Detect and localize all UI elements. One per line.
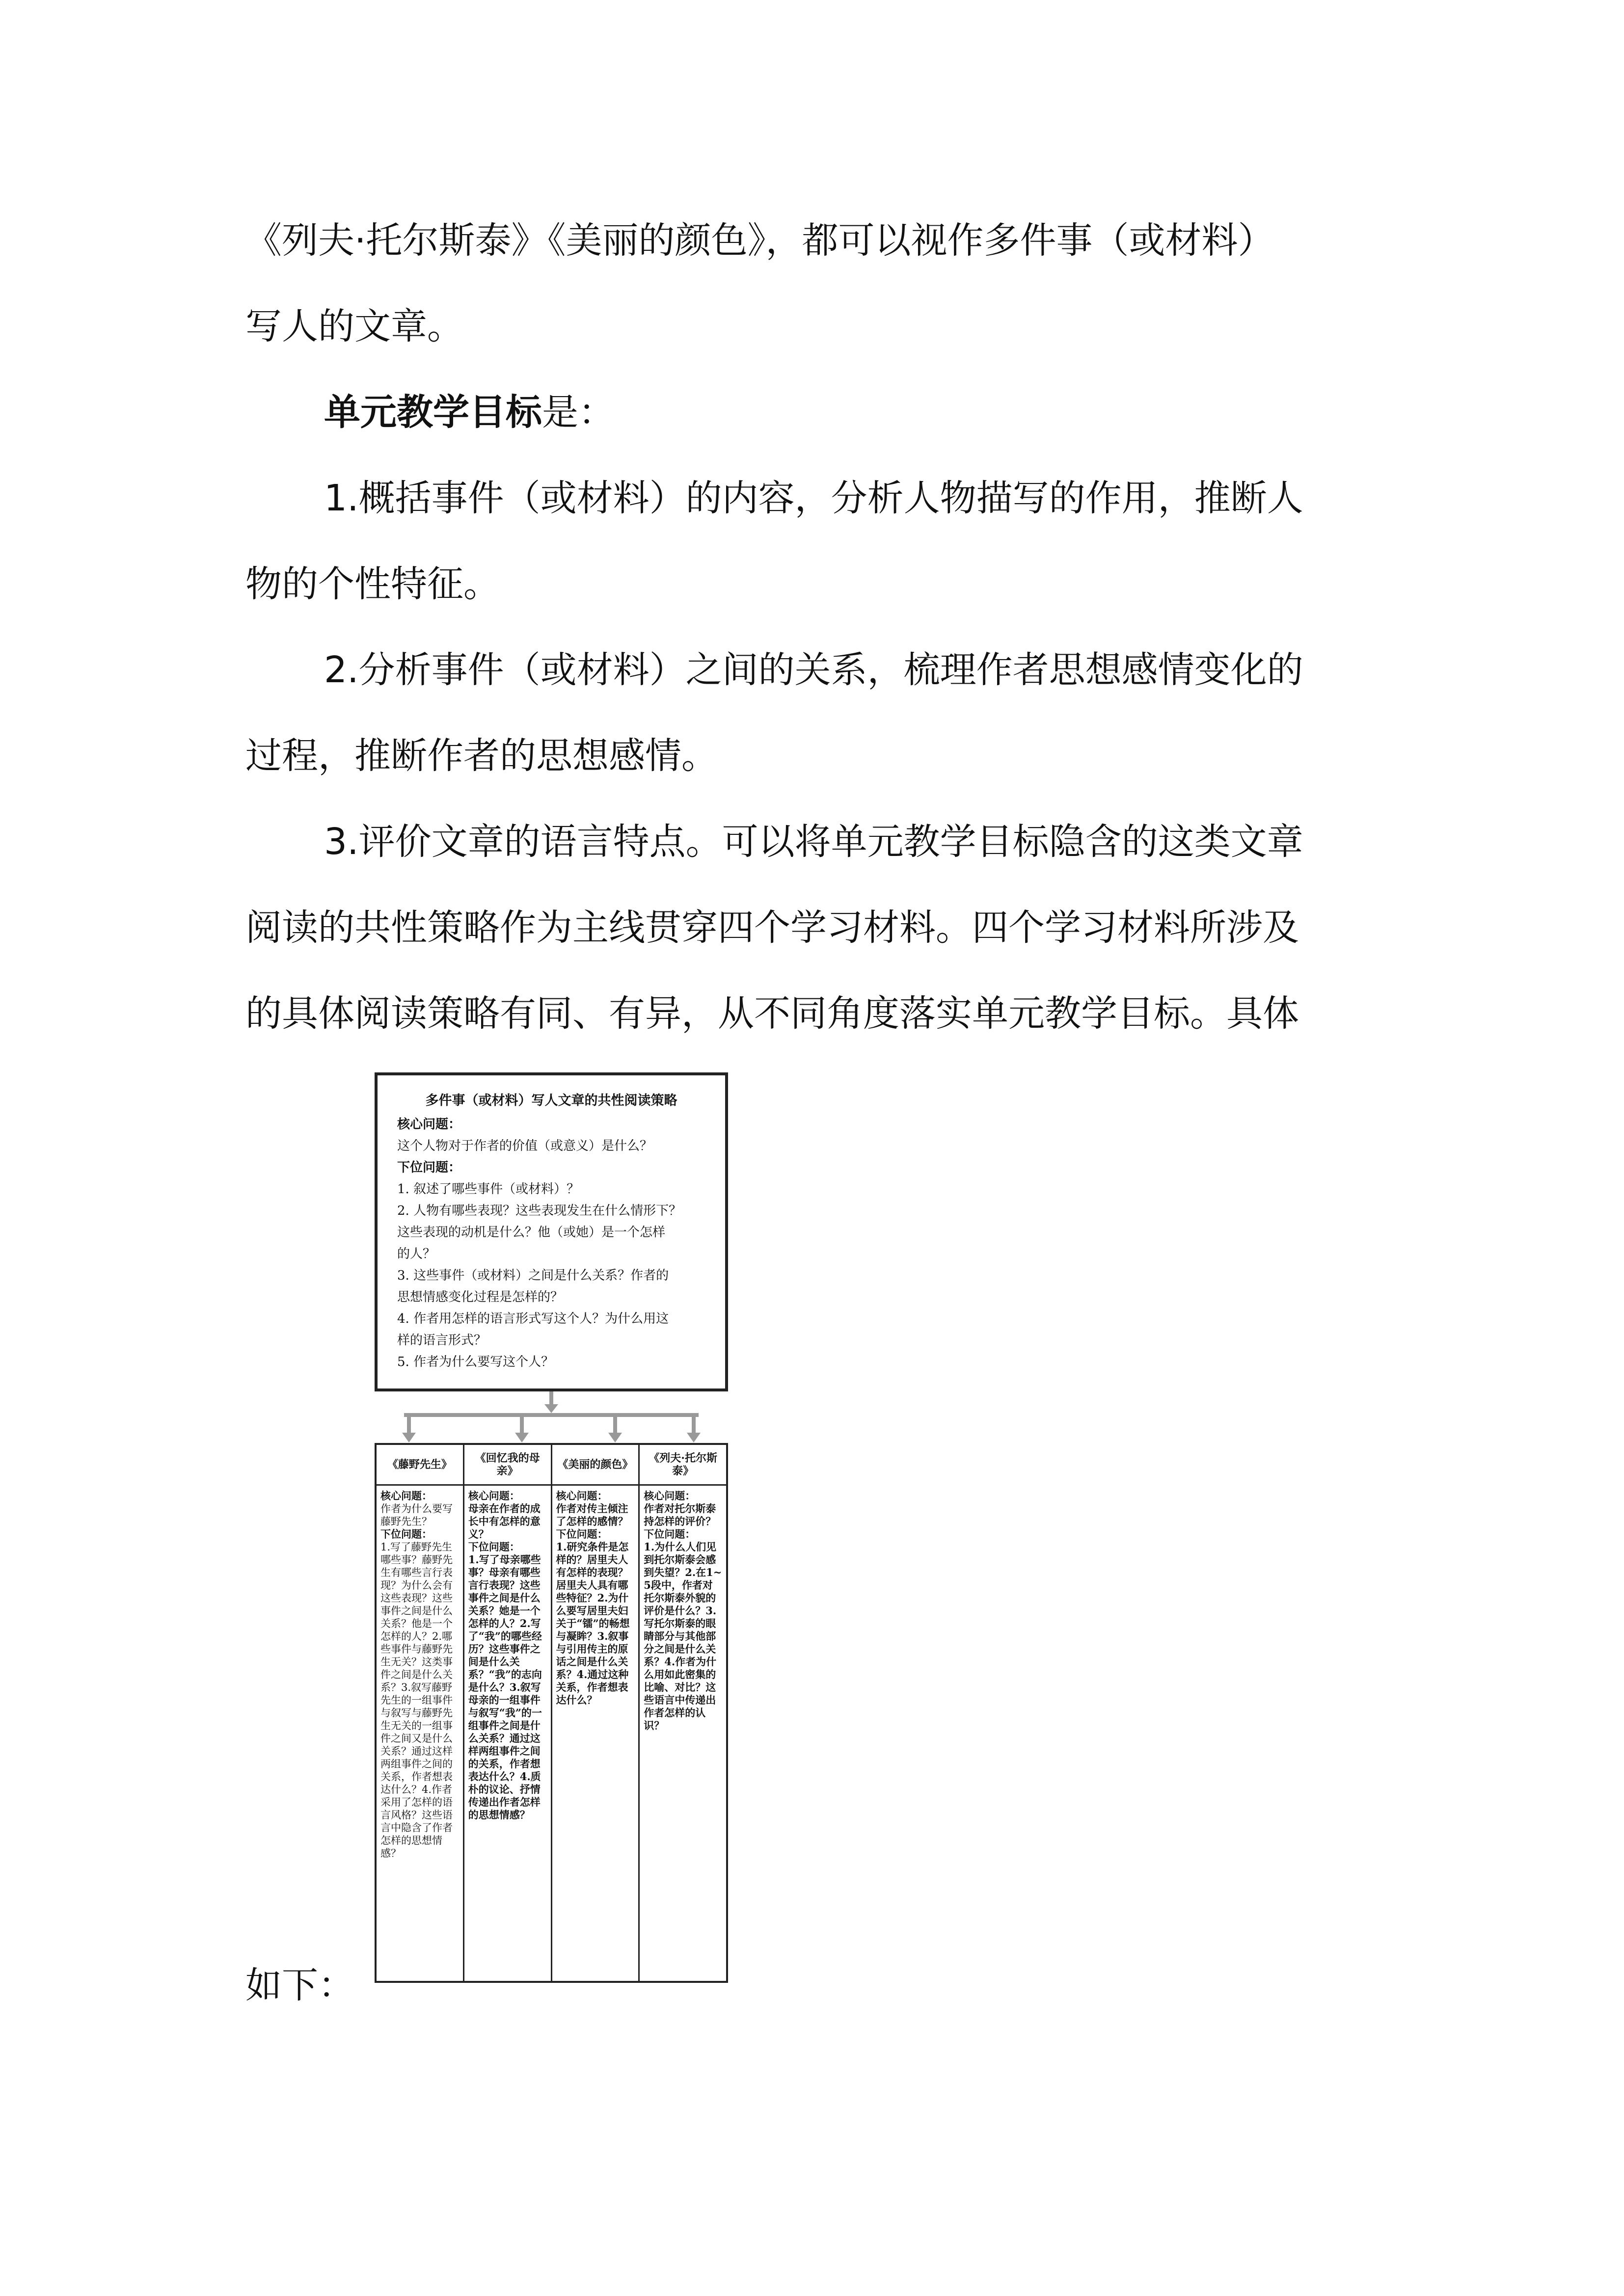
branch-stem-3 (613, 1417, 617, 1434)
material-sub-text: 1.研究条件是怎样的？居里夫人有怎样的表现？居里夫人具有哪些特征？2.为什么要写居里夫妇关于“镭”的畅想与凝眸？3.叙事与引用传主的原话之间是什么关系？4.通过这种关系，作者想表达什么？ (556, 1541, 630, 1706)
material-title: 《美丽的颜色》 (552, 1445, 639, 1486)
figure-caption: 如下： (245, 1964, 354, 2006)
strategy-sub-line: 5. 作者为什么要写这个人？ (397, 1355, 554, 1369)
strategy-sub-line: 2. 人物有哪些表现？这些表现发生在什么情形下？ (397, 1203, 682, 1218)
material-column (464, 1445, 552, 1981)
strategy-sub-line: 这些表现的动机是什么？他（或她）是一个怎样 (397, 1225, 666, 1240)
material-core-text: 母亲在作者的成长中有怎样的意义？ (468, 1502, 541, 1540)
branch-arrow-4 (687, 1433, 701, 1442)
material-core-label: 核心问题： (556, 1490, 608, 1502)
goal-line-1: 1.概括事件（或材料）的内容，分析人物描写的作用，推断人 (324, 477, 1303, 519)
goal-heading: 单元教学目标 (324, 391, 542, 433)
strategy-sub-line: 思想情感变化过程是怎样的？ (397, 1290, 564, 1305)
goal-line-6: 阅读的共性策略作为主线贯穿四个学习材料。四个学习材料所涉及 (245, 907, 1299, 949)
strategy-box (375, 1072, 728, 1391)
strategy-sub-label: 下位问题： (397, 1160, 461, 1175)
strategy-sub-line: 3. 这些事件（或材料）之间是什么关系？作者的 (397, 1268, 669, 1283)
material-sub-text: 1.为什么人们见到托尔斯泰会感到失望？2.在1~5段中，作者对托尔斯泰外貌的评价是什么？3.写托尔斯泰的眼睛部分与其他部分之间是什么关系？4.作者为什么用如此密集的比喻、对比？这些语言中传递出作者怎样的认识？ (644, 1541, 722, 1732)
material-title: 《回忆我的母亲》 (464, 1445, 551, 1486)
goal-line-4: 过程，推断作者的思想感情。 (245, 735, 718, 777)
material-title: 《藤野先生》 (377, 1445, 463, 1486)
strategy-sub-line: 的人？ (397, 1247, 436, 1261)
strategy-core-label: 核心问题： (397, 1117, 461, 1132)
goal-line-7: 的具体阅读策略有同、有异，从不同角度落实单元教学目标。具体 (245, 992, 1299, 1035)
material-core-text: 作者对托尔斯泰持怎样的评价？ (644, 1502, 716, 1527)
branch-arrow-3 (608, 1433, 622, 1442)
material-sub-label: 下位问题： (468, 1541, 520, 1553)
material-core-label: 核心问题： (380, 1490, 432, 1502)
connector-arrows (375, 1391, 728, 1445)
strategy-core-text: 这个人物对于作者的价值（或意义）是什么？ (397, 1139, 653, 1153)
main-arrow-head (544, 1404, 558, 1413)
goal-line-2: 物的个性特征。 (245, 563, 500, 605)
strategy-sub-line: 样的语言形式？ (397, 1333, 487, 1348)
branch-stem-2 (520, 1417, 524, 1434)
branch-bar (404, 1413, 699, 1417)
material-core-label: 核心问题： (468, 1490, 520, 1502)
branch-arrow-1 (402, 1433, 416, 1442)
materials-grid (375, 1443, 728, 1983)
text-line-1: 《列夫·托尔斯泰》《美丽的颜色》，都可以视作多件事（或材料） (245, 219, 1274, 262)
goal-line-5: 3.评价文章的语言特点。可以将单元教学目标隐含的这类文章 (324, 821, 1303, 863)
material-sub-label: 下位问题： (556, 1528, 608, 1540)
material-core-label: 核心问题： (644, 1490, 696, 1502)
main-stem (549, 1391, 553, 1405)
strategy-sub-line: 1. 叙述了哪些事件（或材料）？ (397, 1182, 580, 1197)
goal-line-3: 2.分析事件（或材料）之间的关系，梳理作者思想感情变化的 (324, 649, 1303, 691)
material-column (640, 1445, 726, 1981)
material-column (377, 1445, 464, 1981)
material-core-text: 作者为什么要写藤野先生？ (380, 1503, 453, 1527)
goal-heading-line (324, 388, 615, 437)
text-line-2: 写人的文章。 (245, 305, 463, 347)
strategy-sub-line: 4. 作者用怎样的语言形式写这个人？为什么用这 (397, 1311, 669, 1326)
material-sub-label: 下位问题： (644, 1528, 696, 1540)
strategy-title: 多件事（或材料）写人文章的共性阅读策略 (425, 1093, 677, 1108)
material-title: 《列夫·托尔斯泰》 (640, 1445, 726, 1486)
goal-heading-tail: 是： (542, 391, 615, 433)
branch-stem-1 (407, 1417, 411, 1434)
material-sub-label: 下位问题： (380, 1528, 432, 1540)
material-column (552, 1445, 640, 1981)
branch-arrow-2 (515, 1433, 529, 1442)
material-core-text: 作者对传主倾注了怎样的感情？ (556, 1502, 628, 1527)
material-sub-text: 1.写了母亲哪些事？母亲有哪些言行表现？这些事件之间是什么关系？她是一个怎样的人？2.写了“我”的哪些经历？这些事件之间是什么关系？“我”的志向是什么？3.叙写母亲的一组事件与叙写“我”的一组事件之间是什么关系？通过这样两组事件之间的关系，作者想表达什么？4.质朴的议论、抒情传递出作者怎样的思想情感？ (468, 1553, 542, 1821)
branch-stem-4 (692, 1417, 696, 1434)
material-sub-text: 1.写了藤野先生哪些事？藤野先生有哪些言行表现？为什么会有这些表现？这些事件之间是什么关系？他是一个怎样的人？2.哪些事件与藤野先生无关？这类事件之间是什么关系？3.叙写藤野先生的一组事件与叙写与藤野先生无关的一组事件之间又是什么关系？通过这样两组事件之间的关系，作者想表达什么？4.作者采用了怎样的语言风格？这些语言中隐含了作者怎样的思想情感？ (380, 1541, 453, 1859)
